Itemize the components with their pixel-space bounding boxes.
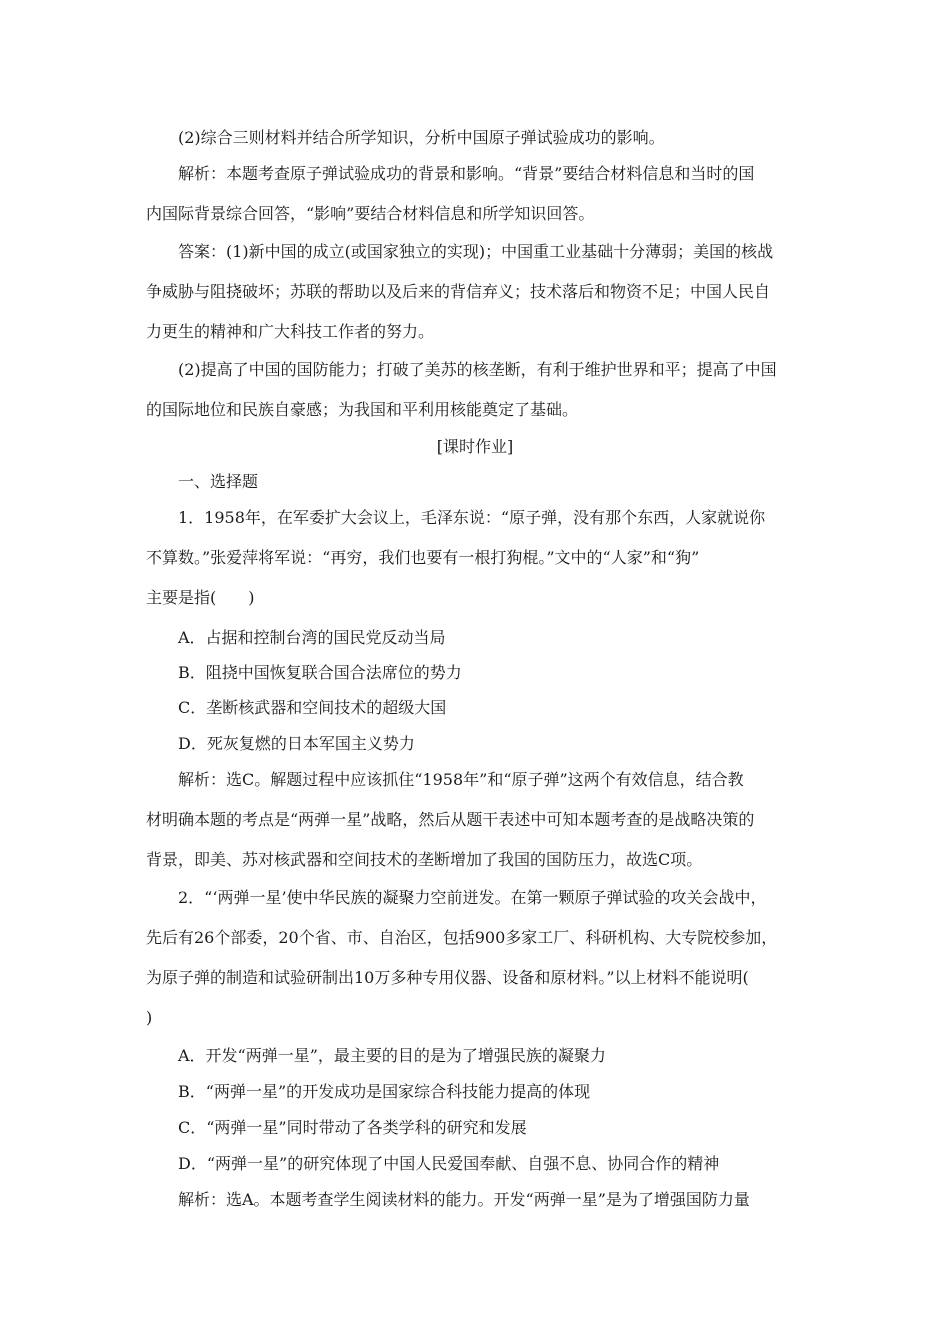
analysis-paragraph: 内国际背景综合回答，“影响”要结合材料信息和所学知识回答。: [146, 204, 595, 223]
answer-paragraph: 答案：(1)新中国的成立(或国家独立的实现)；中国重工业基础十分薄弱；美国的核战: [178, 242, 774, 261]
question-2-option-c: C．“两弹一星”同时带动了各类学科的研究和发展: [178, 1118, 527, 1137]
question-1-stem: 主要是指( ): [146, 588, 255, 607]
question-1-option-a: A．占据和控制台湾的国民党反动当局: [178, 628, 446, 647]
question-1-option-b: B．阻挠中国恢复联合国合法席位的势力: [178, 663, 462, 682]
question-2-option-a: A．开发“两弹一星”，最主要的目的是为了增强民族的凝聚力: [178, 1046, 606, 1065]
question-1-stem: 不算数。”张爱萍将军说：“再穷，我们也要有一根打狗棍。”文中的“人家”和“狗”: [146, 548, 700, 567]
question-1-analysis: 材明确本题的考点是“两弹一星”战略，然后从题干表述中可知本题考查的是战略决策的: [146, 810, 755, 829]
question-2-prompt: (2)综合三则材料并结合所学知识，分析中国原子弹试验成功的影响。: [178, 128, 665, 147]
question-2-stem: ): [146, 1008, 153, 1027]
question-1-analysis: 背景，即美、苏对核武器和空间技术的垄断增加了我国的国防压力，故选C项。: [146, 850, 703, 869]
question-2-stem: 先后有26个部委，20个省、市、自治区，包括900多家工厂、科研机构、大专院校参加，: [146, 928, 778, 947]
analysis-paragraph: 解析：本题考查原子弹试验成功的背景和影响。“背景”要结合材料信息和当时的国: [178, 164, 755, 183]
answer-2-paragraph: 的国际地位和民族自豪感；为我国和平利用核能奠定了基础。: [146, 400, 579, 419]
answer-paragraph: 争威胁与阻挠破坏；苏联的帮助以及后来的背信弃义；技术落后和物资不足；中国人民自: [146, 282, 771, 301]
section-title: [课时作业]: [436, 437, 514, 456]
question-1-option-c: C．垄断核武器和空间技术的超级大国: [178, 698, 447, 717]
question-2-stem: 2．“‘两弹一星’使中华民族的凝聚力空前迸发。在第一颗原子弹试验的攻关会战中，: [178, 888, 767, 907]
part-heading: 一、选择题: [178, 472, 259, 491]
question-1-option-d: D．死灰复燃的日本军国主义势力: [178, 734, 415, 753]
question-1-stem: 1．1958年，在军委扩大会议上，毛泽东说：“原子弹，没有那个东西，人家就说你: [178, 508, 766, 527]
question-1-analysis: 解析：选C。解题过程中应该抓住“1958年”和“原子弹”这两个有效信息，结合教: [178, 770, 744, 789]
answer-paragraph: 力更生的精神和广大科技工作者的努力。: [146, 322, 435, 341]
question-2-stem: 为原子弹的制造和试验研制出10万多种专用仪器、设备和原材料。”以上材料不能说明(: [146, 968, 749, 987]
answer-2-paragraph: (2)提高了中国的国防能力；打破了美苏的核垄断，有利于维护世界和平；提高了中国: [178, 360, 777, 379]
question-2-option-b: B．“两弹一星”的开发成功是国家综合科技能力提高的体现: [178, 1082, 591, 1101]
question-2-option-d: D．“两弹一星”的研究体现了中国人民爱国奉献、自强不息、协同合作的精神: [178, 1154, 720, 1173]
question-2-analysis: 解析：选A。本题考查学生阅读材料的能力。开发“两弹一星”是为了增强国防力量: [178, 1190, 750, 1209]
